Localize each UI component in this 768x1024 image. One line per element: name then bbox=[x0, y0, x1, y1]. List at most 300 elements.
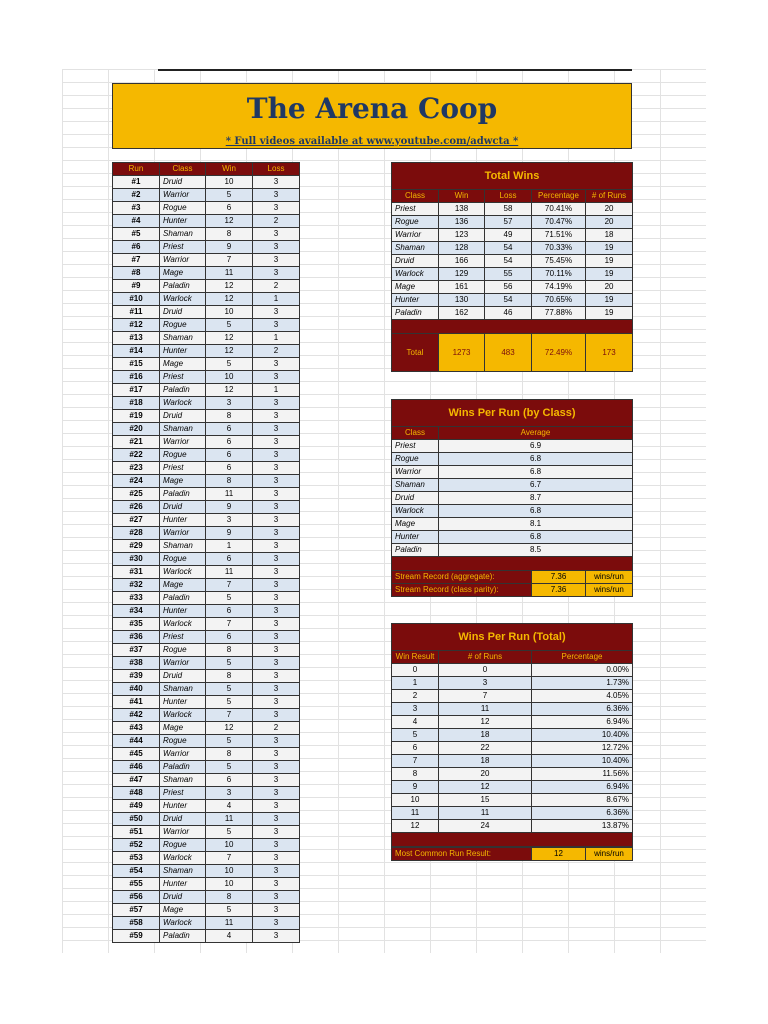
table-row bbox=[392, 768, 633, 781]
run-number: #47 bbox=[113, 774, 160, 787]
table-row bbox=[113, 449, 300, 462]
run-loss: 3 bbox=[253, 579, 300, 592]
run-number: #23 bbox=[113, 462, 160, 475]
run-class: Hunter bbox=[160, 215, 206, 228]
class-name: Warlock bbox=[392, 505, 439, 518]
table-row bbox=[392, 703, 633, 716]
run-class: Priest bbox=[160, 371, 206, 384]
class-percentage: 70.11% bbox=[532, 268, 586, 281]
run-loss: 3 bbox=[253, 800, 300, 813]
run-class: Mage bbox=[160, 475, 206, 488]
table-row bbox=[113, 280, 300, 293]
win-result-runs: 18 bbox=[439, 729, 532, 742]
run-class: Rogue bbox=[160, 449, 206, 462]
run-class: Druid bbox=[160, 813, 206, 826]
run-loss: 3 bbox=[253, 514, 300, 527]
run-loss: 3 bbox=[253, 566, 300, 579]
run-win: 5 bbox=[206, 826, 253, 839]
table-row bbox=[113, 306, 300, 319]
class-name: Mage bbox=[392, 281, 439, 294]
most-common-row bbox=[392, 848, 633, 861]
run-class: Priest bbox=[160, 241, 206, 254]
class-loss: 58 bbox=[485, 203, 532, 216]
win-result-percentage: 8.67% bbox=[532, 794, 633, 807]
run-win: 8 bbox=[206, 410, 253, 423]
class-win: 130 bbox=[439, 294, 485, 307]
class-runs: 19 bbox=[586, 242, 633, 255]
table-row bbox=[113, 462, 300, 475]
run-win: 12 bbox=[206, 293, 253, 306]
table-row bbox=[113, 358, 300, 371]
run-win: 10 bbox=[206, 371, 253, 384]
run-number: #3 bbox=[113, 202, 160, 215]
run-loss: 3 bbox=[253, 176, 300, 189]
run-number: #8 bbox=[113, 267, 160, 280]
run-number: #10 bbox=[113, 293, 160, 306]
table-row bbox=[113, 644, 300, 657]
run-win: 7 bbox=[206, 618, 253, 631]
run-loss: 3 bbox=[253, 696, 300, 709]
run-number: #20 bbox=[113, 423, 160, 436]
run-class: Shaman bbox=[160, 865, 206, 878]
class-name: Warlock bbox=[392, 268, 439, 281]
run-class: Warlock bbox=[160, 852, 206, 865]
run-win: 11 bbox=[206, 813, 253, 826]
class-runs: 20 bbox=[586, 203, 633, 216]
run-loss: 3 bbox=[253, 891, 300, 904]
run-loss: 3 bbox=[253, 852, 300, 865]
win-result: 6 bbox=[392, 742, 439, 755]
run-number: #30 bbox=[113, 553, 160, 566]
win-result-percentage: 6.36% bbox=[532, 703, 633, 716]
run-loss: 3 bbox=[253, 826, 300, 839]
run-class: Warlock bbox=[160, 293, 206, 306]
class-win: 138 bbox=[439, 203, 485, 216]
run-loss: 3 bbox=[253, 423, 300, 436]
table-row bbox=[392, 440, 633, 453]
class-average: 8.5 bbox=[439, 544, 633, 557]
table-row bbox=[392, 281, 633, 294]
run-win: 4 bbox=[206, 930, 253, 943]
run-win: 8 bbox=[206, 228, 253, 241]
table-row bbox=[113, 540, 300, 553]
run-win: 6 bbox=[206, 449, 253, 462]
table-row bbox=[392, 742, 633, 755]
total-runs: 173 bbox=[586, 334, 633, 372]
run-loss: 3 bbox=[253, 241, 300, 254]
run-win: 8 bbox=[206, 891, 253, 904]
run-loss: 2 bbox=[253, 345, 300, 358]
run-class: Paladin bbox=[160, 280, 206, 293]
run-loss: 3 bbox=[253, 878, 300, 891]
run-class: Paladin bbox=[160, 592, 206, 605]
run-class: Rogue bbox=[160, 319, 206, 332]
class-runs: 19 bbox=[586, 268, 633, 281]
run-loss: 3 bbox=[253, 605, 300, 618]
run-loss: 3 bbox=[253, 254, 300, 267]
run-class: Shaman bbox=[160, 683, 206, 696]
header-average: Average bbox=[439, 427, 633, 440]
run-loss: 3 bbox=[253, 618, 300, 631]
win-result-percentage: 11.56% bbox=[532, 768, 633, 781]
table-row bbox=[113, 371, 300, 384]
record-parity-value: 7.36 bbox=[532, 584, 586, 597]
record-parity-row bbox=[392, 584, 633, 597]
run-number: #55 bbox=[113, 878, 160, 891]
top-border-line bbox=[158, 69, 632, 71]
run-win: 9 bbox=[206, 527, 253, 540]
win-result: 12 bbox=[392, 820, 439, 833]
table-row bbox=[113, 670, 300, 683]
win-result: 11 bbox=[392, 807, 439, 820]
win-result-percentage: 4.05% bbox=[532, 690, 633, 703]
run-loss: 3 bbox=[253, 228, 300, 241]
run-number: #9 bbox=[113, 280, 160, 293]
run-loss: 3 bbox=[253, 813, 300, 826]
run-win: 5 bbox=[206, 761, 253, 774]
table-row bbox=[392, 531, 633, 544]
class-runs: 19 bbox=[586, 294, 633, 307]
run-loss: 3 bbox=[253, 488, 300, 501]
class-win: 128 bbox=[439, 242, 485, 255]
table-row bbox=[113, 176, 300, 189]
class-name: Warrior bbox=[392, 466, 439, 479]
win-result: 3 bbox=[392, 703, 439, 716]
run-class: Rogue bbox=[160, 553, 206, 566]
run-number: #24 bbox=[113, 475, 160, 488]
win-result: 2 bbox=[392, 690, 439, 703]
table-row bbox=[392, 794, 633, 807]
class-name: Priest bbox=[392, 440, 439, 453]
table-row bbox=[113, 683, 300, 696]
run-number: #16 bbox=[113, 371, 160, 384]
run-win: 10 bbox=[206, 839, 253, 852]
win-result-runs: 20 bbox=[439, 768, 532, 781]
run-loss: 3 bbox=[253, 319, 300, 332]
run-class: Hunter bbox=[160, 696, 206, 709]
run-class: Shaman bbox=[160, 228, 206, 241]
run-loss: 3 bbox=[253, 189, 300, 202]
wins-per-run-total-table bbox=[391, 623, 633, 847]
class-percentage: 74.19% bbox=[532, 281, 586, 294]
run-win: 8 bbox=[206, 748, 253, 761]
table-row bbox=[392, 690, 633, 703]
win-result-runs: 18 bbox=[439, 755, 532, 768]
run-win: 6 bbox=[206, 462, 253, 475]
table-row bbox=[113, 384, 300, 397]
run-class: Druid bbox=[160, 891, 206, 904]
run-number: #44 bbox=[113, 735, 160, 748]
run-win: 7 bbox=[206, 254, 253, 267]
win-result: 9 bbox=[392, 781, 439, 794]
win-result-percentage: 6.36% bbox=[532, 807, 633, 820]
table-row bbox=[113, 423, 300, 436]
win-result-runs: 22 bbox=[439, 742, 532, 755]
run-win: 7 bbox=[206, 579, 253, 592]
run-win: 12 bbox=[206, 215, 253, 228]
table-row bbox=[113, 436, 300, 449]
run-number: #19 bbox=[113, 410, 160, 423]
wins-per-run-class-table bbox=[391, 399, 633, 571]
run-number: #17 bbox=[113, 384, 160, 397]
run-loss: 3 bbox=[253, 644, 300, 657]
video-link-subtitle[interactable]: * Full videos available at www.youtube.com/adwcta * bbox=[225, 136, 519, 147]
run-loss: 3 bbox=[253, 748, 300, 761]
header-loss: Loss bbox=[253, 163, 300, 176]
class-loss: 54 bbox=[485, 242, 532, 255]
run-class: Warlock bbox=[160, 618, 206, 631]
table-row bbox=[113, 709, 300, 722]
class-average: 8.7 bbox=[439, 492, 633, 505]
table-row bbox=[113, 787, 300, 800]
run-class: Hunter bbox=[160, 345, 206, 358]
run-number: #7 bbox=[113, 254, 160, 267]
run-win: 6 bbox=[206, 631, 253, 644]
run-loss: 3 bbox=[253, 904, 300, 917]
header-win: Win bbox=[439, 190, 485, 203]
run-loss: 2 bbox=[253, 215, 300, 228]
class-percentage: 75.45% bbox=[532, 255, 586, 268]
table-row bbox=[113, 293, 300, 306]
run-win: 3 bbox=[206, 514, 253, 527]
run-loss: 3 bbox=[253, 371, 300, 384]
win-result-percentage: 1.73% bbox=[532, 677, 633, 690]
run-win: 11 bbox=[206, 917, 253, 930]
run-loss: 3 bbox=[253, 865, 300, 878]
run-class: Warrior bbox=[160, 189, 206, 202]
table-row bbox=[392, 544, 633, 557]
run-number: #43 bbox=[113, 722, 160, 735]
class-win: 129 bbox=[439, 268, 485, 281]
run-class: Druid bbox=[160, 670, 206, 683]
class-runs: 18 bbox=[586, 229, 633, 242]
class-win: 166 bbox=[439, 255, 485, 268]
wpr-total-header-row bbox=[392, 651, 633, 664]
run-number: #46 bbox=[113, 761, 160, 774]
record-aggregate-value: 7.36 bbox=[532, 571, 586, 584]
run-number: #48 bbox=[113, 787, 160, 800]
class-name: Druid bbox=[392, 492, 439, 505]
run-win: 5 bbox=[206, 696, 253, 709]
run-number: #15 bbox=[113, 358, 160, 371]
class-percentage: 71.51% bbox=[532, 229, 586, 242]
class-average: 6.8 bbox=[439, 531, 633, 544]
run-win: 8 bbox=[206, 670, 253, 683]
most-common-table bbox=[391, 847, 633, 861]
run-loss: 3 bbox=[253, 917, 300, 930]
spacer-row bbox=[392, 557, 633, 571]
table-row bbox=[113, 891, 300, 904]
run-class: Hunter bbox=[160, 605, 206, 618]
run-number: #34 bbox=[113, 605, 160, 618]
total-loss: 483 bbox=[485, 334, 532, 372]
run-class: Hunter bbox=[160, 514, 206, 527]
run-loss: 3 bbox=[253, 501, 300, 514]
run-loss: 1 bbox=[253, 293, 300, 306]
table-row bbox=[392, 216, 633, 229]
run-loss: 3 bbox=[253, 670, 300, 683]
run-class: Warlock bbox=[160, 397, 206, 410]
wins-per-run-class-title: Wins Per Run (by Class) bbox=[392, 400, 633, 427]
run-number: #39 bbox=[113, 670, 160, 683]
win-result-runs: 24 bbox=[439, 820, 532, 833]
class-percentage: 77.88% bbox=[532, 307, 586, 320]
class-runs: 20 bbox=[586, 216, 633, 229]
table-row bbox=[113, 189, 300, 202]
run-loss: 3 bbox=[253, 839, 300, 852]
table-row bbox=[113, 345, 300, 358]
table-row bbox=[113, 774, 300, 787]
class-average: 6.8 bbox=[439, 453, 633, 466]
table-row bbox=[113, 839, 300, 852]
run-win: 4 bbox=[206, 800, 253, 813]
class-name: Paladin bbox=[392, 544, 439, 557]
win-result: 5 bbox=[392, 729, 439, 742]
win-result-percentage: 12.72% bbox=[532, 742, 633, 755]
run-class: Shaman bbox=[160, 540, 206, 553]
class-name: Paladin bbox=[392, 307, 439, 320]
record-aggregate-label: Stream Record (aggregate): bbox=[392, 571, 532, 584]
total-label: Total bbox=[392, 334, 439, 372]
win-result-runs: 11 bbox=[439, 807, 532, 820]
run-win: 6 bbox=[206, 423, 253, 436]
run-number: #28 bbox=[113, 527, 160, 540]
run-class: Shaman bbox=[160, 423, 206, 436]
record-aggregate-unit: wins/run bbox=[586, 571, 633, 584]
run-class: Warrior bbox=[160, 527, 206, 540]
run-number: #6 bbox=[113, 241, 160, 254]
win-result: 4 bbox=[392, 716, 439, 729]
class-average: 6.8 bbox=[439, 466, 633, 479]
run-number: #21 bbox=[113, 436, 160, 449]
table-row bbox=[113, 813, 300, 826]
table-row bbox=[392, 203, 633, 216]
class-average: 6.8 bbox=[439, 505, 633, 518]
class-loss: 54 bbox=[485, 294, 532, 307]
class-average: 6.7 bbox=[439, 479, 633, 492]
spacer-row bbox=[392, 320, 633, 334]
run-win: 5 bbox=[206, 592, 253, 605]
class-win: 136 bbox=[439, 216, 485, 229]
win-result-runs: 7 bbox=[439, 690, 532, 703]
spacer-row bbox=[392, 833, 633, 847]
run-win: 5 bbox=[206, 904, 253, 917]
table-row bbox=[113, 397, 300, 410]
table-row bbox=[113, 748, 300, 761]
run-win: 10 bbox=[206, 176, 253, 189]
run-win: 6 bbox=[206, 436, 253, 449]
win-result-runs: 15 bbox=[439, 794, 532, 807]
run-class: Warrior bbox=[160, 657, 206, 670]
run-win: 10 bbox=[206, 878, 253, 891]
run-number: #5 bbox=[113, 228, 160, 241]
table-row bbox=[392, 255, 633, 268]
run-loss: 3 bbox=[253, 657, 300, 670]
run-win: 12 bbox=[206, 384, 253, 397]
run-loss: 3 bbox=[253, 410, 300, 423]
run-win: 9 bbox=[206, 501, 253, 514]
run-class: Priest bbox=[160, 462, 206, 475]
run-loss: 3 bbox=[253, 774, 300, 787]
run-class: Hunter bbox=[160, 878, 206, 891]
run-loss: 3 bbox=[253, 527, 300, 540]
win-result-runs: 3 bbox=[439, 677, 532, 690]
table-row bbox=[113, 202, 300, 215]
run-win: 12 bbox=[206, 280, 253, 293]
class-loss: 57 bbox=[485, 216, 532, 229]
run-win: 3 bbox=[206, 787, 253, 800]
win-result-percentage: 0.00% bbox=[532, 664, 633, 677]
run-number: #4 bbox=[113, 215, 160, 228]
header-class: Class bbox=[392, 190, 439, 203]
run-class: Shaman bbox=[160, 332, 206, 345]
run-loss: 3 bbox=[253, 462, 300, 475]
run-class: Paladin bbox=[160, 761, 206, 774]
win-result-runs: 12 bbox=[439, 716, 532, 729]
run-loss: 3 bbox=[253, 683, 300, 696]
table-row bbox=[113, 826, 300, 839]
page-title: The Arena Coop bbox=[246, 92, 498, 125]
run-class: Druid bbox=[160, 410, 206, 423]
class-percentage: 70.41% bbox=[532, 203, 586, 216]
run-number: #11 bbox=[113, 306, 160, 319]
class-loss: 54 bbox=[485, 255, 532, 268]
class-percentage: 70.47% bbox=[532, 216, 586, 229]
run-class: Rogue bbox=[160, 839, 206, 852]
run-loss: 2 bbox=[253, 722, 300, 735]
win-result: 0 bbox=[392, 664, 439, 677]
class-runs: 19 bbox=[586, 255, 633, 268]
run-number: #59 bbox=[113, 930, 160, 943]
run-class: Mage bbox=[160, 358, 206, 371]
table-row bbox=[113, 319, 300, 332]
win-result-percentage: 6.94% bbox=[532, 716, 633, 729]
table-row bbox=[392, 807, 633, 820]
run-win: 10 bbox=[206, 306, 253, 319]
run-class: Mage bbox=[160, 267, 206, 280]
most-common-label: Most Common Run Result: bbox=[392, 848, 532, 861]
run-number: #54 bbox=[113, 865, 160, 878]
table-row bbox=[113, 410, 300, 423]
table-row bbox=[392, 466, 633, 479]
class-loss: 55 bbox=[485, 268, 532, 281]
run-class: Druid bbox=[160, 306, 206, 319]
run-number: #50 bbox=[113, 813, 160, 826]
run-number: #2 bbox=[113, 189, 160, 202]
run-number: #49 bbox=[113, 800, 160, 813]
class-name: Mage bbox=[392, 518, 439, 531]
table-row bbox=[392, 307, 633, 320]
run-loss: 1 bbox=[253, 332, 300, 345]
class-average: 8.1 bbox=[439, 518, 633, 531]
total-wins-title: Total Wins bbox=[392, 163, 633, 190]
run-number: #29 bbox=[113, 540, 160, 553]
header-win: Win bbox=[206, 163, 253, 176]
run-class: Warlock bbox=[160, 709, 206, 722]
run-win: 12 bbox=[206, 345, 253, 358]
class-percentage: 70.33% bbox=[532, 242, 586, 255]
run-class: Warlock bbox=[160, 917, 206, 930]
wpr-class-header-row bbox=[392, 427, 633, 440]
run-number: #38 bbox=[113, 657, 160, 670]
run-class: Paladin bbox=[160, 930, 206, 943]
run-loss: 3 bbox=[253, 475, 300, 488]
run-class: Mage bbox=[160, 722, 206, 735]
run-win: 6 bbox=[206, 202, 253, 215]
run-win: 5 bbox=[206, 657, 253, 670]
header-win-result: Win Result bbox=[392, 651, 439, 664]
run-win: 5 bbox=[206, 735, 253, 748]
